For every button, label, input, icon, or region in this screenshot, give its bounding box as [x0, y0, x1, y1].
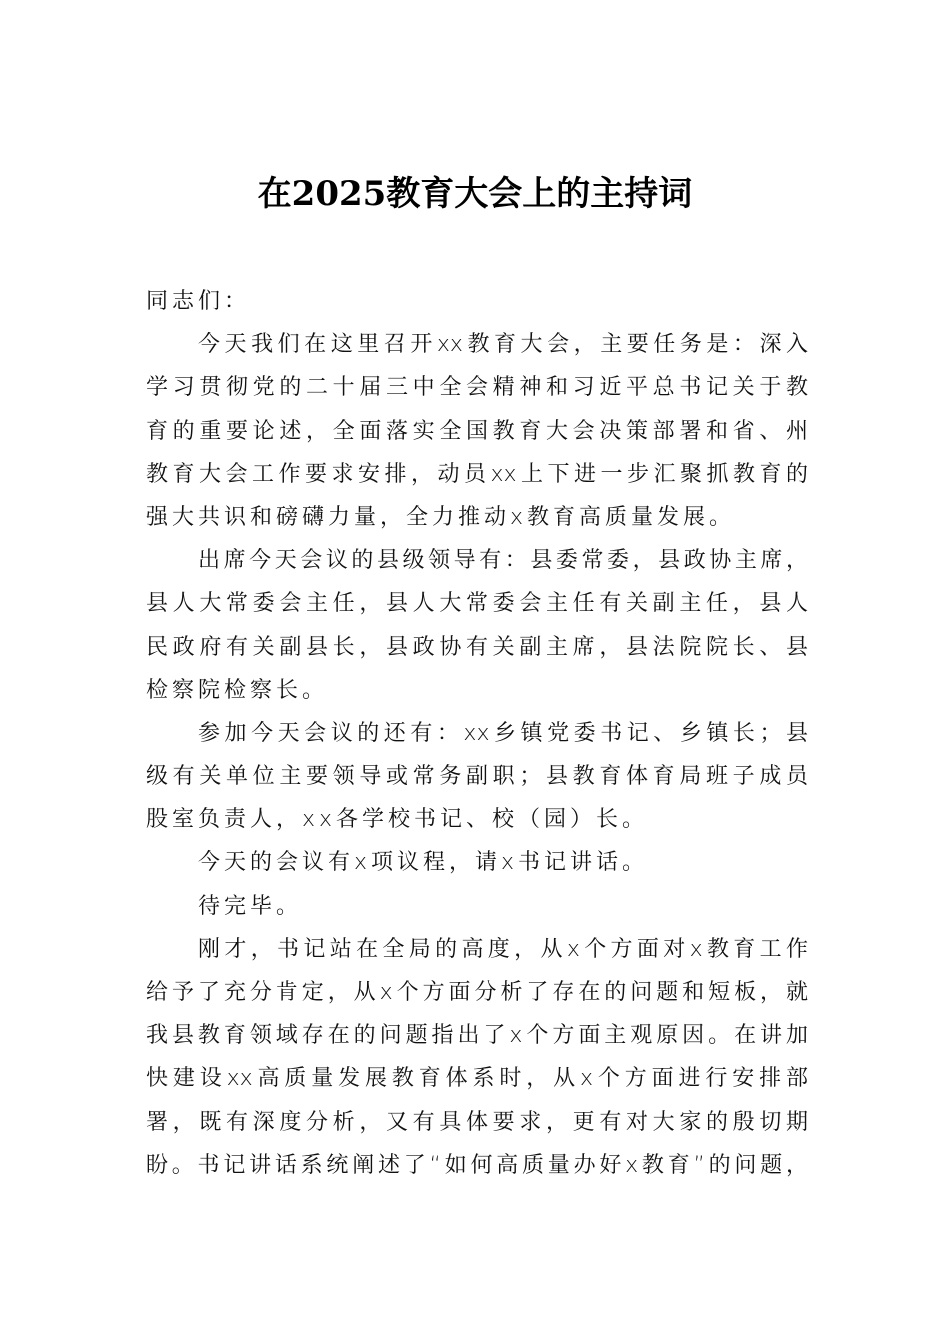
paragraph-2-line-4: 检察院检察长。 — [146, 677, 329, 703]
paragraph-1-line-4: 教育大会工作要求安排，动员xx上下进一步汇聚抓教育的 — [146, 461, 808, 487]
document-body — [146, 280, 808, 1187]
paragraph-3-line-2: 级有关单位主要领导或常务副职；县教育体育局班子成员 — [146, 764, 808, 790]
paragraph-1-line-3: 育的重要论述，全面落实全国教育大会决策部署和省、州 — [146, 418, 808, 444]
paragraph-2-line-2: 县人大常委会主任，县人大常委会主任有关副主任，县人 — [146, 591, 808, 617]
paragraph-2-line-1: 出席今天会议的县级领导有：县委常委，县政协主席， — [198, 548, 808, 574]
paragraph-4-line-1: 今天的会议有x项议程，请x书记讲话。 — [198, 850, 649, 876]
paragraph-1-line-1: 今天我们在这里召开xx教育大会，主要任务是：深入 — [198, 332, 808, 358]
paragraph-2-line-3: 民政府有关副县长，县政协有关副主席，县法院院长、县 — [146, 634, 808, 660]
paragraph-6-line-1: 刚才，书记站在全局的高度，从x个方面对x教育工作 — [198, 936, 808, 962]
paragraph-6-line-6: 盼。书记讲话系统阐述了“如何高质量办好x教育”的问题， — [146, 1152, 808, 1178]
paragraph-1-line-5: 强大共识和磅礴力量，全力推动x教育高质量发展。 — [146, 504, 736, 530]
paragraph-6-line-3: 我县教育领域存在的问题指出了x个方面主观原因。在讲加 — [146, 1023, 808, 1049]
paragraph-3-line-1: 参加今天会议的还有：xx乡镇党委书记、乡镇长；县 — [198, 720, 808, 746]
paragraph-5-line-1: 待完毕。 — [198, 893, 303, 919]
paragraph-3-line-3: 股室负责人，xx各学校书记、校（园）长。 — [146, 807, 649, 833]
paragraph-6-line-2: 给予了充分肯定，从x个方面分析了存在的问题和短板，就 — [146, 980, 808, 1005]
salutation: 同志们： — [146, 289, 251, 314]
paragraph-6-line-4: 快建设xx高质量发展教育体系时，从x个方面进行安排部 — [146, 1066, 808, 1092]
paragraph-1-line-2: 学习贯彻党的二十届三中全会精神和习近平总书记关于教 — [146, 375, 808, 401]
document-title: 在2025教育大会上的主持词 — [257, 174, 693, 214]
paragraph-6-line-5: 署，既有深度分析，又有具体要求，更有对大家的殷切期 — [146, 1109, 808, 1135]
